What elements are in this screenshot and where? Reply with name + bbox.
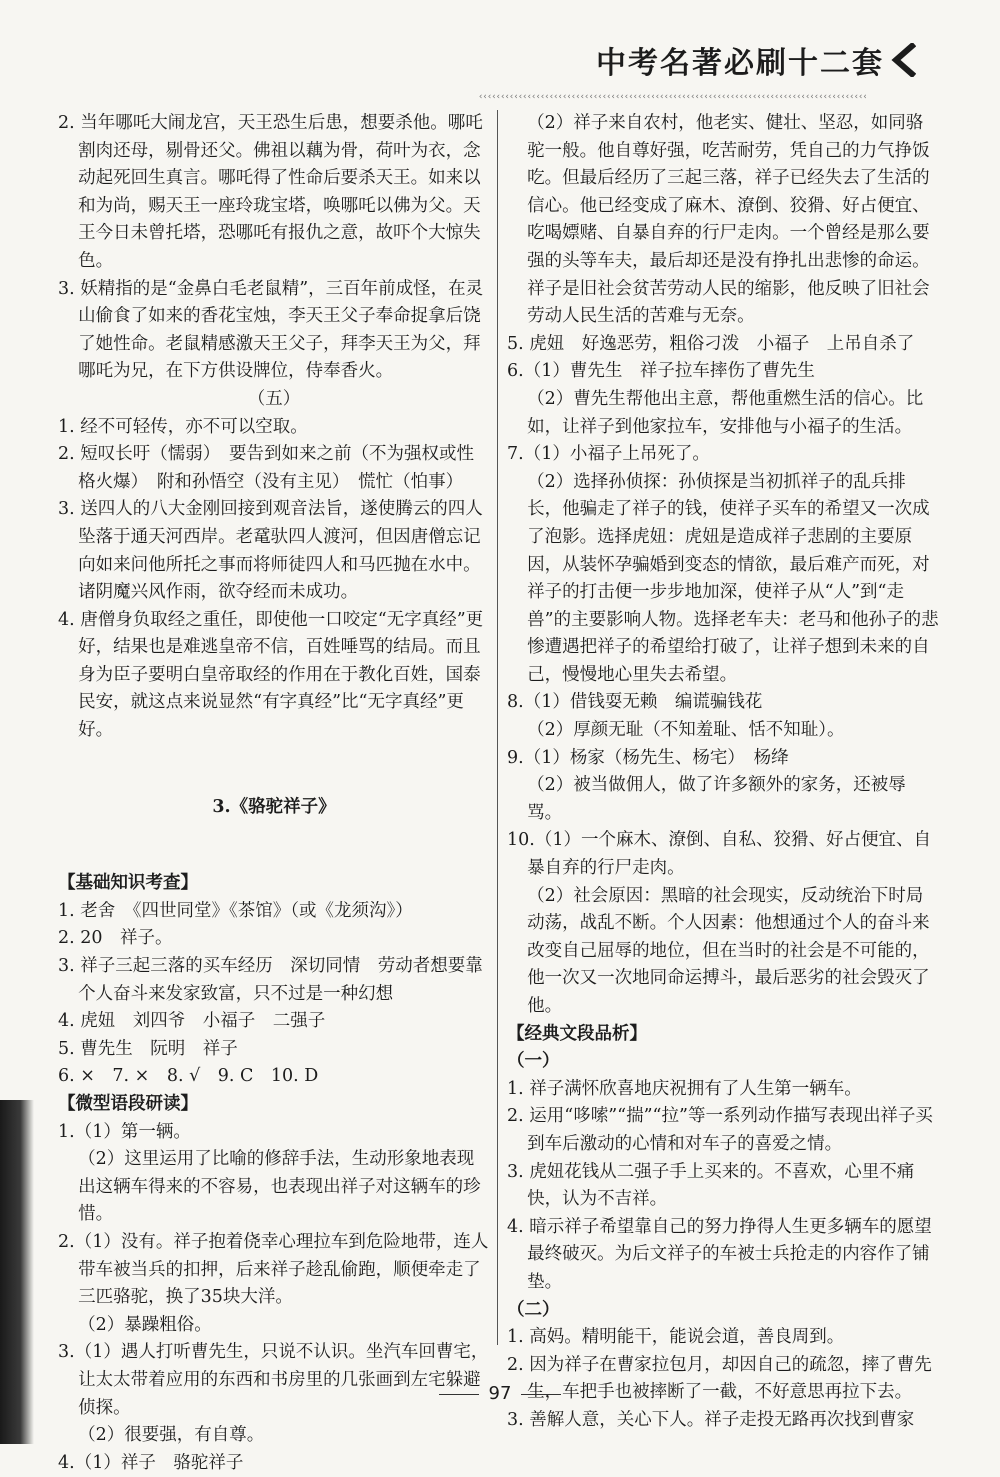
right-column	[507, 110, 939, 1435]
answer-item: 3. 善解人意，关心下人。祥子走投无路再次找到曹家	[507, 1409, 915, 1430]
answer-item: 7.（1）小福子上吊死了。	[507, 444, 710, 465]
answer-item: 1.（1）第一辆。	[58, 1121, 191, 1142]
page-number	[0, 1383, 1000, 1404]
book-series-title: 中考名著必刷十二套	[596, 46, 884, 81]
answer-item: 1. 经不可轻传，亦不可以空取。	[58, 416, 308, 437]
answer-subitem: （2）选择孙侦探：孙侦探是当初抓祥子的乱兵排长，他骗走了祥子的钱，使祥子买车的希望又一次成了泡影。选择虎妞：虎妞是造成祥子悲剧的主要原因，从装怀孕骗婚到变态的情欲，最后难产而死，对祥子的打击便一步步地加深，使祥子从“人”到“走兽”的主要影响人物。选择老车夫：老马和他孙子的悲惨遭遇把祥子的希望给打破了，让祥子想到未来的自己，慢慢地心里失去希望。	[527, 471, 939, 685]
scan-edge-shadow	[0, 1100, 34, 1444]
header-rule: ‹‹‹‹‹‹‹‹‹‹‹‹‹‹‹‹‹‹‹‹‹‹‹‹‹‹‹‹‹‹‹‹‹‹‹‹‹‹‹‹‹‹‹‹‹‹‹‹‹‹‹‹‹‹‹‹‹‹‹‹‹‹‹‹‹‹‹‹‹‹‹‹‹‹‹‹‹‹‹‹‹‹‹‹‹‹‹‹	[478, 92, 867, 102]
answer-item: 2.（1）没有。祥子抱着侥幸心理拉车到危险地带，连人带车被当兵的扣押，后来祥子趁乱偷跑，顺便牵走了三匹骆驼，换了35块大洋。	[58, 1231, 489, 1308]
answer-item: 4. 暗示祥子希望靠自己的努力挣得人生更多辆车的愿望最终破灭。为后文祥子的车被士兵抢走的内容作了铺垫。	[507, 1216, 932, 1292]
answer-item: 2. 运用“哆嗦”“揣”“拉”等一系列动作描写表现出祥子买到车后激动的心情和对车子的喜爱之情。	[507, 1106, 933, 1154]
subsection-heading: （五）	[247, 388, 301, 409]
answer-item: 10.（1）一个麻木、潦倒、自私、狡猾、好占便宜、自暴自弃的行尸走肉。	[507, 830, 931, 879]
answer-item: 4.（1）祥子 骆驼祥子	[58, 1452, 244, 1473]
answer-item: 2. 短叹长吁（懦弱） 要告到如来之前（不为强权或性格火爆） 附和孙悟空（没有主见） 慌忙（怕事）	[58, 444, 475, 492]
section-title: 3.《骆驼祥子》	[212, 796, 336, 817]
answer-subitem: （2）被当做佣人，做了许多额外的家务，还被辱骂。	[527, 775, 906, 823]
answer-item: 2. 当年哪吒大闹龙宫，天王恐生后患，想要杀他。哪吒割肉还母，剔骨还父。佛祖以藕为骨，荷叶为衣，念动起死回生真言。哪吒得了性命后要杀天王。如来以和为尚，赐天王一座玲珑宝塔，唤哪吒以佛为父。天王今日未曾托塔，恐哪吒有报仇之意，故吓个大惊失色。	[58, 113, 483, 271]
column-divider	[497, 110, 498, 1345]
answer-item: 5. 曹先生 阮明 祥子	[58, 1038, 238, 1059]
answer-item: 3. 虎妞花钱从二强子手上买来的。不喜欢，心里不痛快，认为不吉祥。	[507, 1161, 915, 1210]
section-label: （一）	[507, 1051, 560, 1072]
answer-item: 5. 虎妞 好逸恶劳，粗俗刁泼 小福子 上吊自杀了	[507, 333, 915, 354]
answer-subitem: （2）曹先生帮他出主意，帮他重燃生活的信心。比如，让祥子到他家拉车，安排他与小福子的生活。	[527, 388, 924, 437]
answer-item: 1. 高妈。精明能干，能说会道，善良周到。	[507, 1327, 845, 1348]
answer-item: 3. 祥子三起三落的买车经历 深切同情 劳动者想要靠个人奋斗来发家致富，只不过是一种幻想	[58, 956, 483, 1004]
answer-subitem: （2）社会原因：黑暗的社会现实，反动统治下时局动荡，战乱不断。个人因素：他想通过个人的奋斗来改变自己屈辱的地位，但在当时的社会是不可能的，他一次又一次地同命运搏斗，最后恶劣的社会毁灭了他。	[527, 885, 930, 1016]
section-label: 【基础知识考查】	[58, 873, 198, 894]
section-label: 【经典文段品析】	[507, 1023, 647, 1044]
answer-item: 8.（1）借钱耍无赖 编谎骗钱花	[507, 692, 763, 713]
left-column	[58, 110, 490, 1477]
answer-item: 4. 唐僧身负取经之重任，即使他一口咬定“无字真经”更好，结果也是难逃皇帝不信，百姓唾骂的结局。而且身为臣子要明白皇帝取经的作用在于教化百姓，国泰民安，就这点来说显然“有字真经”比“无字真经”更好。	[58, 609, 484, 741]
chevron-left-icon	[890, 43, 916, 77]
answer-subitem: （2）暴躁粗俗。	[78, 1314, 212, 1335]
answer-item: 3. 妖精指的是“金鼻白毛老鼠精”，三百年前成怪，在灵山偷食了如来的香花宝烛，李天王父子奉命捉拿后饶了她性命。老鼠精感激天王父子，拜李天王为父，拜哪吒为兄，在下方供设牌位，侍奉香火。	[58, 278, 484, 382]
answer-item: 4. 虎妞 刘四爷 小福子 二强子	[58, 1011, 326, 1032]
answer-item: 6. × 7. × 8. √ 9. C 10. D	[58, 1066, 319, 1087]
section-label: （二）	[507, 1299, 560, 1320]
spacer	[58, 839, 490, 853]
answer-item: 3. 送四人的八大金刚回接到观音法旨，遂使腾云的四人坠落于通天河西岸。老鼋驮四人渡河，但因唐僧忘记向如来问他所托之事而将师徒四人和马匹抛在水中。诸阴魔兴风作雨，欲夺经而未成功。	[58, 499, 483, 603]
answer-subitem: （2）祥子来自农村，他老实、健壮、坚忍，如同骆驼一般。他自尊好强，吃苦耐劳，凭自己的力气挣饭吃。但最后经历了三起三落，祥子已经失去了生活的信心。他已经变成了麻木、潦倒、狡猾、好占便宜、吃喝嫖赌、自暴自弃的行尸走肉。一个曾经是那么要强的头等车夫，最后却还是没有挣扎出悲惨的命运。祥子是旧社会贫苦劳动人民的缩影，他反映了旧社会劳动人民生活的苦难与无奈。	[527, 113, 930, 327]
answer-subitem: （2）很要强，有自尊。	[78, 1425, 265, 1446]
answer-item: 9.（1）杨家（杨先生、杨宅） 杨绛	[507, 747, 789, 768]
answer-item: 2. 因为祥子在曹家拉包月，却因自己的疏忽，摔了曹先生，车把手也被摔断了一截，不好意思再拉下去。	[507, 1354, 932, 1403]
answer-item: 3.（1）遇人打听曹先生，只说不认识。坐汽车回曹宅，让太太带着应用的东西和书房里的几张画到左宅躲避侦探。	[58, 1342, 489, 1418]
answer-item: 1. 祥子满怀欣喜地庆祝拥有了人生第一辆车。	[507, 1078, 862, 1099]
answer-item: 6.（1）曹先生 祥子拉车摔伤了曹先生	[507, 361, 815, 382]
answer-item: 1. 老舍 《四世同堂》《茶馆》（或《龙须沟》）	[58, 900, 413, 921]
section-label: 【微型语段研读】	[58, 1094, 198, 1114]
page-header	[596, 38, 916, 82]
answer-item: 2. 20 祥子。	[58, 928, 173, 949]
page-number-text: 97	[488, 1383, 512, 1404]
answer-subitem: （2）这里运用了比喻的修辞手法，生动形象地表现出这辆车得来的不容易，也表现出祥子对这辆车的珍惜。	[78, 1149, 481, 1225]
spacer	[58, 762, 490, 776]
answer-subitem: （2）厚颜无耻（不知羞耻、恬不知耻）。	[527, 720, 845, 741]
